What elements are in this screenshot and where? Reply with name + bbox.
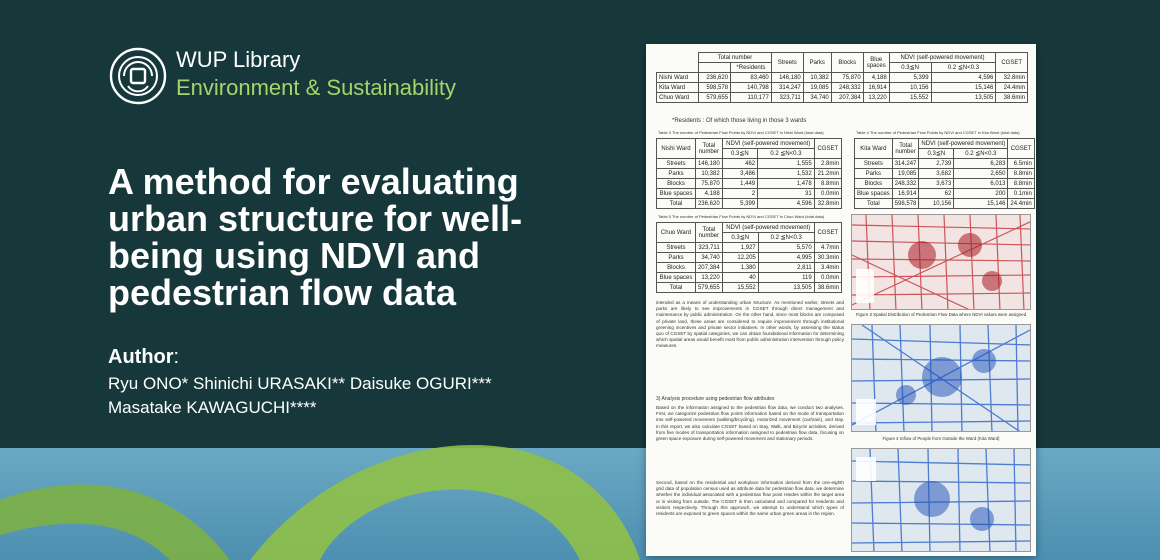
wup-logo-icon <box>108 46 168 106</box>
table-row: Streets 146,180 462 1,555 2.8min <box>657 159 842 169</box>
body-paragraph-3: Second, based on the residential and workplace information derived from the one-eighth grid data of population census used as attribute data for pedestrian flow data, we determine whether the individual associated with a pedestrian flow point resides within the target area or is visiting from outside. The CGSET is then calculated and compared for residents and visitors respectively. Through this approach, we attempt to understand which types of residents are exposed to green spaces within the same urban green areas in the region. <box>656 480 844 517</box>
table-row: Blue spaces 4,188 2 31 0.0min <box>657 189 842 199</box>
body-section-heading: 3) Analysis procedure using pedestrian flow attributes <box>656 396 775 402</box>
author-line-1: Ryu ONO* Shinichi URASAKI** Daisuke OGURI*** <box>108 374 492 393</box>
table-row: Parks 10,382 3,486 1,532 21.2min <box>657 169 842 179</box>
table4-caption: Table 4 The number of Pedestrian Flow Points by NDVI and CGSET in Kita Ward (total data) <box>856 130 1020 135</box>
table-row: Total 579,655 15,552 13,505 38.6min <box>657 283 842 293</box>
table-row: Parks 19,085 3,682 2,650 8.8min <box>855 169 1035 179</box>
table-row: Blue spaces 13,220 40 119 0.0min <box>657 273 842 283</box>
kita-table: Kita Ward Total number NDVI (self-powered movement) CGSET 0.3≦N 0.2 ≦N<0.3 Streets 314,247 2,739 6,283 6.5min Parks 19,085 3,682 2,650 8.8min Blocks 248,332 3,673 6,013 8.8min Blue spaces 16,914 62 200 0.1min Total 598,578 10,156 15,146 24.4min <box>854 138 1035 209</box>
th-cgset: CGSET <box>996 53 1028 73</box>
article-title: A method for evaluating urban structure for well-being using NDVI and pedestrian flow data <box>108 161 523 313</box>
brand <box>176 46 456 102</box>
th-parks: Parks <box>803 53 831 73</box>
figure4-caption: Figure 4 Inflow of People from Outside the Ward (Kita Ward) <box>882 436 1000 441</box>
table-row: Blue spaces 16,914 62 200 0.1min <box>855 189 1035 199</box>
table-row: Kita Ward 598,578 140,798 314,247 19,085 248,332 16,914 10,156 15,146 24.4min <box>657 83 1028 93</box>
th-blocks: Blocks <box>831 53 863 73</box>
chuo-ward-label: Chuo Ward <box>657 223 696 243</box>
table-row: Streets 314,247 2,739 6,283 6.5min <box>855 159 1035 169</box>
figure3-caption: Figure 3 Spatial Distribution of Pedestrian Flow Data where NDVI values were assigned <box>855 312 1027 317</box>
body-paragraph-2: Based on the information assigned to the pedestrian flow data, we conduct two analyses. First, we categorize pedestrian flow points information based on the mode of transportation into self-powered movement (walking/bicycling), motorized movement (car/train), and stay. In this report, we also calculate CGSET based on Stay, Walk, and Bicycle activities, derived from five modes of transportation information assigned to pedestrian flow data, focusing on green space exposure during self-powered movement and stationary periods. <box>656 405 844 442</box>
table-row: Chuo Ward 579,655 110,177 323,711 34,740 207,384 13,220 15,552 13,505 38.6min <box>657 93 1028 103</box>
residents-note: *Residents : Of which those living in those 3 wards <box>672 118 807 124</box>
brand-name: WUP Library <box>176 47 301 72</box>
table-row: Total 598,578 10,156 15,146 24.4min <box>855 199 1035 209</box>
summary-table <box>656 52 1028 103</box>
map-figure-5 <box>851 448 1031 552</box>
table-row: Blocks 75,870 1,449 1,478 8.8min <box>657 179 842 189</box>
body-paragraph-1: intended as a means of understanding urban structure. As mentioned earlier, streets and parks are likely to see improvements in CGSET through direct management and maintenance by public administration. On the other hand, since most blocks are composed of private land, these areas are considered to require improvement through institutional greening incentives and private sector initiatives. In other words, by assessing the status quo of CGSET by spatial categories, we can obtain foundational information for determining which spatial areas would benefit most from public administration intervention through policy measures. <box>656 300 844 349</box>
th-streets: Streets <box>771 53 803 73</box>
table-row: Blocks 207,384 1,380 2,811 3.4min <box>657 263 842 273</box>
th-ndvi-mid: 0.2 ≦N<0.3 <box>931 63 996 73</box>
th-residents: *Residents <box>731 63 772 73</box>
kita-ward-label: Kita Ward <box>855 139 893 159</box>
map-figure-4 <box>851 324 1031 432</box>
th-total-number: Total number <box>699 53 772 63</box>
author-colon: : <box>173 346 180 368</box>
table5-caption: Table 5 The number of Pedestrian Flow Points by NDVI and CGSET in Chuo Ward (total data) <box>658 214 825 219</box>
table-row: Blocks 248,332 3,673 6,013 8.8min <box>855 179 1035 189</box>
table-row: Streets 323,711 1,927 5,570 4.7min <box>657 243 842 253</box>
table-row: Nishi Ward 236,620 83,460 146,180 10,382 75,870 4,188 5,399 4,596 32.8min <box>657 73 1028 83</box>
author-heading <box>108 345 179 369</box>
author-list <box>108 372 588 420</box>
map-figure-3 <box>851 214 1031 310</box>
th-ndvi: NDVI (self-powered movement) <box>889 53 996 63</box>
table-row: Parks 34,740 12,205 4,995 30.3min <box>657 253 842 263</box>
table3-caption: Table 3 The number of Pedestrian Flow Points by NDVI and CGSET in Nishi Ward (total data) <box>658 130 824 135</box>
chuo-table: Chuo Ward Total number NDVI (self-powered movement) CGSET 0.3≦N 0.2 ≦N<0.3 Streets 323,711 1,927 5,570 4.7min Parks 34,740 12,205 4,995 30.3min Blocks 207,384 1,380 2,811 3.4min Blue spaces 13,220 40 119 0.0min Total 579,655 15,552 13,505 38.6min <box>656 222 842 293</box>
author-label: Author <box>108 346 174 368</box>
paper-preview <box>646 44 1036 556</box>
th-ndvi-high: 0.3≦N <box>889 63 931 73</box>
nishi-ward-label: Nishi Ward <box>657 139 696 159</box>
table-row: Total 236,620 5,399 4,596 32.8min <box>657 199 842 209</box>
brand-category: Environment & Sustainability <box>176 75 457 100</box>
author-line-2: Masatake KAWAGUCHI**** <box>108 398 317 417</box>
nishi-table: Nishi Ward Total number NDVI (self-powered movement) CGSET 0.3≦N 0.2 ≦N<0.3 Streets 146,180 462 1,555 2.8min Parks 10,382 3,486 1,532 21.2min Blocks 75,870 1,449 1,478 8.8min Blue spaces 4,188 2 31 0.0min Total 236,620 5,399 4,596 32.8min <box>656 138 842 209</box>
th-blue-spaces: Blue spaces <box>863 53 889 73</box>
